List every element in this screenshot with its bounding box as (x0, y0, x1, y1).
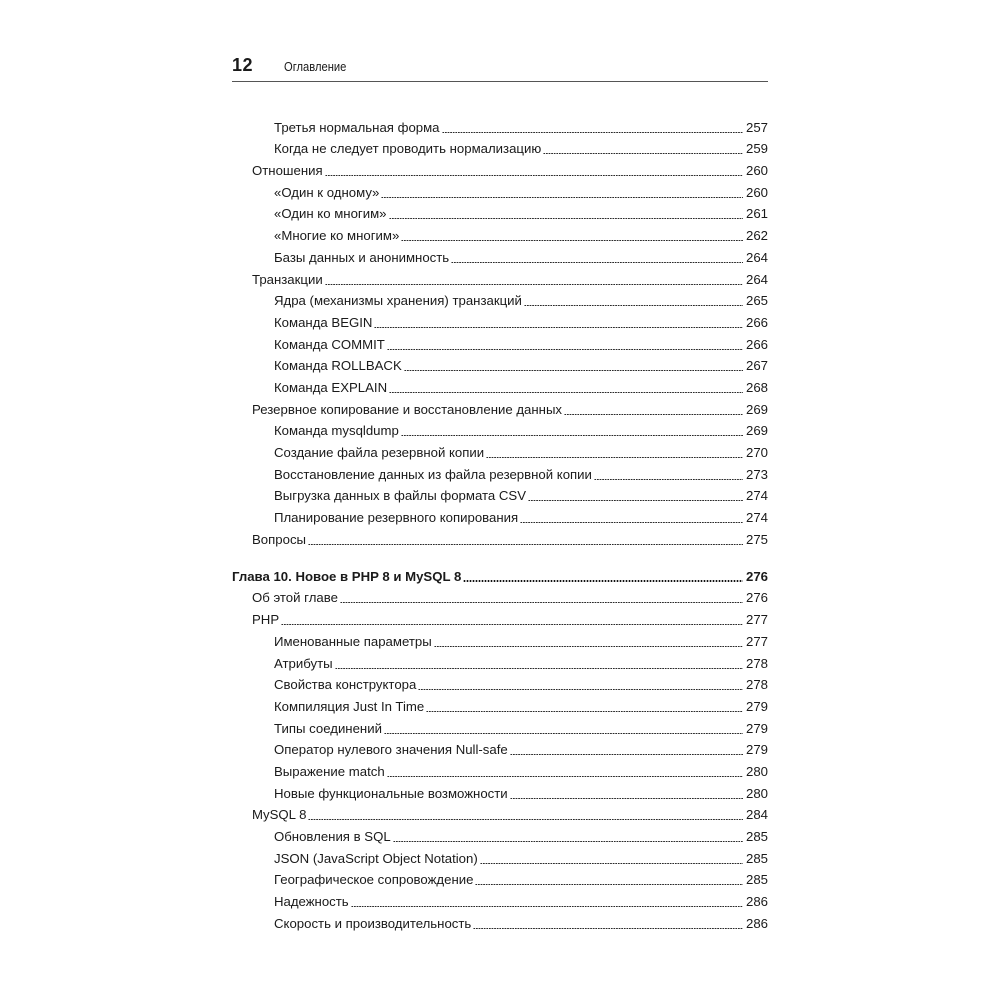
toc-entry-page: 280 (745, 763, 768, 779)
toc-entry-title: Глава 10. Новое в PHP 8 и MySQL 8 (232, 568, 462, 584)
toc-entry (232, 201, 768, 223)
toc-entry-page: 286 (745, 894, 768, 910)
dot-leader (281, 624, 743, 625)
toc-entry (232, 715, 768, 737)
toc-entry-page: 285 (745, 829, 768, 844)
toc-entry (232, 244, 768, 266)
toc-entry-title: Типы соединений (274, 720, 382, 736)
toc-entry-title: Когда не следует проводить нормализацию (274, 141, 542, 157)
toc-entry-page: 275 (745, 531, 768, 547)
dot-leader (404, 370, 743, 371)
toc-entry (232, 114, 768, 136)
toc-entry (232, 758, 768, 780)
toc-entry-title: Третья нормальная форма (274, 119, 440, 135)
toc-entry-page: 264 (745, 271, 768, 287)
toc-chapter-entry (232, 563, 768, 585)
dot-leader (451, 262, 743, 263)
dot-leader (401, 435, 743, 436)
toc-entry-title: Оператор нулевого значения Null-safe (274, 742, 508, 758)
toc-entry-page: 264 (745, 249, 768, 265)
toc-entry-page: 260 (745, 184, 768, 200)
dot-leader (387, 776, 743, 777)
dot-leader (308, 544, 743, 545)
toc-entry-title: Свойства конструктора (274, 677, 417, 693)
dot-leader (426, 711, 743, 712)
page-number: 12 (232, 55, 254, 75)
toc-entry-title: Отношения (252, 163, 323, 179)
header-rule (232, 81, 768, 82)
toc-entry-title: Транзакции (252, 271, 323, 287)
toc-entry-title: «Один ко многим» (274, 206, 387, 222)
toc-entry-page: 274 (745, 510, 768, 526)
dot-leader (486, 457, 743, 458)
dot-leader (524, 305, 743, 306)
dot-leader (389, 392, 743, 393)
toc-entry-page: 279 (745, 698, 768, 714)
toc-entry (232, 780, 768, 802)
dot-leader (442, 132, 743, 133)
toc-entry (232, 439, 768, 461)
toc-entry (232, 418, 768, 440)
toc-entry-title: Резервное копирование и восстановление данных (252, 401, 563, 417)
toc-entry (232, 179, 768, 201)
toc-entry-page: 285 (745, 850, 768, 866)
toc-entry (232, 374, 768, 396)
toc-entry-page: 277 (745, 612, 768, 628)
toc-entry (232, 650, 768, 672)
dot-leader (520, 522, 743, 523)
dot-leader (401, 240, 743, 241)
toc-entry (232, 353, 768, 375)
toc-entry (232, 396, 768, 418)
toc-entry (232, 157, 768, 179)
toc-entry (232, 504, 768, 526)
toc-entry-page: 261 (745, 206, 768, 222)
running-title: Оглавление (284, 59, 347, 74)
toc-entry-title: Команда COMMIT (274, 336, 385, 352)
toc-entry (232, 672, 768, 694)
toc-entry-page: 277 (745, 633, 768, 649)
toc-entry-title: Команда ROLLBACK (274, 358, 402, 374)
dot-leader (374, 327, 743, 328)
toc-entry-title: Выражение match (274, 763, 385, 779)
dot-leader (510, 798, 743, 799)
toc-entry-title: Команда BEGIN (274, 314, 373, 330)
toc-entry-page: 284 (745, 807, 768, 823)
toc-entry-title: Создание файла резервной копии (274, 445, 485, 460)
toc-entry-page: 267 (745, 358, 768, 374)
toc-entry-title: «Один к одному» (274, 184, 380, 200)
toc-entry (232, 309, 768, 331)
dot-leader (389, 218, 744, 219)
toc-entry-page: 260 (745, 163, 768, 179)
dot-leader (393, 841, 743, 842)
toc-entry-title: Ядра (механизмы хранения) транзакций (274, 293, 522, 309)
toc-entry-title: Атрибуты (274, 655, 333, 671)
toc-entry (232, 693, 768, 715)
dot-leader (325, 284, 743, 285)
dot-leader (308, 819, 743, 820)
toc-entry-title: MySQL 8 (252, 807, 307, 823)
toc-entry (232, 910, 768, 932)
toc-entry (232, 737, 768, 759)
toc-entry-title: «Многие ко многим» (274, 228, 400, 244)
dot-leader (473, 928, 743, 929)
toc-entry-page: 265 (745, 293, 768, 309)
page-header (232, 55, 768, 81)
toc-entry-page: 259 (745, 141, 768, 157)
dot-leader (475, 884, 743, 885)
toc-entry-title: Надежность (274, 894, 349, 910)
toc-entry (232, 266, 768, 288)
dot-leader (463, 580, 743, 582)
dot-leader (351, 906, 743, 907)
toc-entry-page: 278 (745, 655, 768, 671)
dot-leader (387, 349, 743, 350)
dot-leader (384, 733, 743, 734)
toc-entry-title: Об этой главе (252, 590, 338, 606)
toc-entry-page: 278 (745, 677, 768, 693)
toc-entry-title: JSON (JavaScript Object Notation) (274, 850, 478, 866)
dot-leader (564, 414, 743, 415)
toc-entry-page: 273 (745, 466, 768, 482)
toc-entry-title: Новые функциональные возможности (274, 785, 508, 801)
toc-entry-title: Восстановление данных из файла резервной копии (274, 466, 592, 482)
toc-entry (232, 288, 768, 310)
toc-entry (232, 888, 768, 910)
toc-entry-page: 274 (745, 488, 768, 504)
toc-entry-page: 269 (745, 401, 768, 417)
toc-entry-title: Команда EXPLAIN (274, 379, 388, 395)
toc-entry-page: 276 (745, 568, 768, 584)
toc-entry (232, 606, 768, 628)
toc-entry-page: 286 (745, 915, 768, 931)
toc-entry-title: Именованные параметры (274, 633, 432, 649)
toc-entry (232, 585, 768, 607)
toc-entry (232, 845, 768, 867)
toc-entry-title: Команда mysqldump (274, 423, 399, 439)
toc-entry-page: 262 (745, 228, 768, 244)
toc-entry-page: 280 (745, 785, 768, 801)
dot-leader (528, 500, 743, 501)
toc-entry-page: 266 (745, 336, 768, 352)
dot-leader (434, 646, 743, 647)
dot-leader (418, 689, 743, 690)
toc-entry-title: Вопросы (252, 531, 307, 547)
toc-entry-title: Выгрузка данных в файлы формата CSV (274, 488, 526, 504)
toc-entry-title: Географическое сопровождение (274, 872, 474, 888)
toc-entry-page: 257 (745, 119, 768, 135)
toc-entry-title: Обновления в SQL (274, 829, 391, 844)
toc-entry (232, 526, 768, 548)
toc-entry (232, 823, 768, 845)
toc-entry-page: 266 (745, 314, 768, 330)
toc-entry-title: Базы данных и анонимность (274, 249, 450, 265)
dot-leader (325, 175, 743, 176)
toc-entry-title: Планирование резервного копирования (274, 510, 519, 526)
toc-entry (232, 136, 768, 158)
toc-entry-page: 269 (745, 423, 768, 439)
toc-entry-page: 279 (745, 742, 768, 758)
toc-entry-page: 276 (745, 590, 768, 606)
dot-leader (335, 668, 743, 669)
toc-entry-title: PHP (252, 612, 280, 628)
toc-entry (232, 802, 768, 824)
toc-entry-page: 268 (745, 379, 768, 395)
dot-leader (381, 197, 743, 198)
toc-entry (232, 867, 768, 889)
toc-entry (232, 461, 768, 483)
toc-entry (232, 222, 768, 244)
toc-entry-page: 270 (745, 445, 768, 460)
table-of-contents (232, 114, 768, 932)
toc-entry-title: Скорость и производительность (274, 915, 472, 931)
toc-entry (232, 628, 768, 650)
dot-leader (594, 479, 743, 480)
dot-leader (510, 754, 743, 755)
toc-entry-page: 279 (745, 720, 768, 736)
toc-entry-title: Компиляция Just In Time (274, 698, 425, 714)
toc-entry (232, 331, 768, 353)
toc-entry-page: 285 (745, 872, 768, 888)
dot-leader (480, 863, 743, 864)
dot-leader (543, 153, 743, 154)
toc-entry (232, 483, 768, 505)
dot-leader (340, 602, 743, 603)
